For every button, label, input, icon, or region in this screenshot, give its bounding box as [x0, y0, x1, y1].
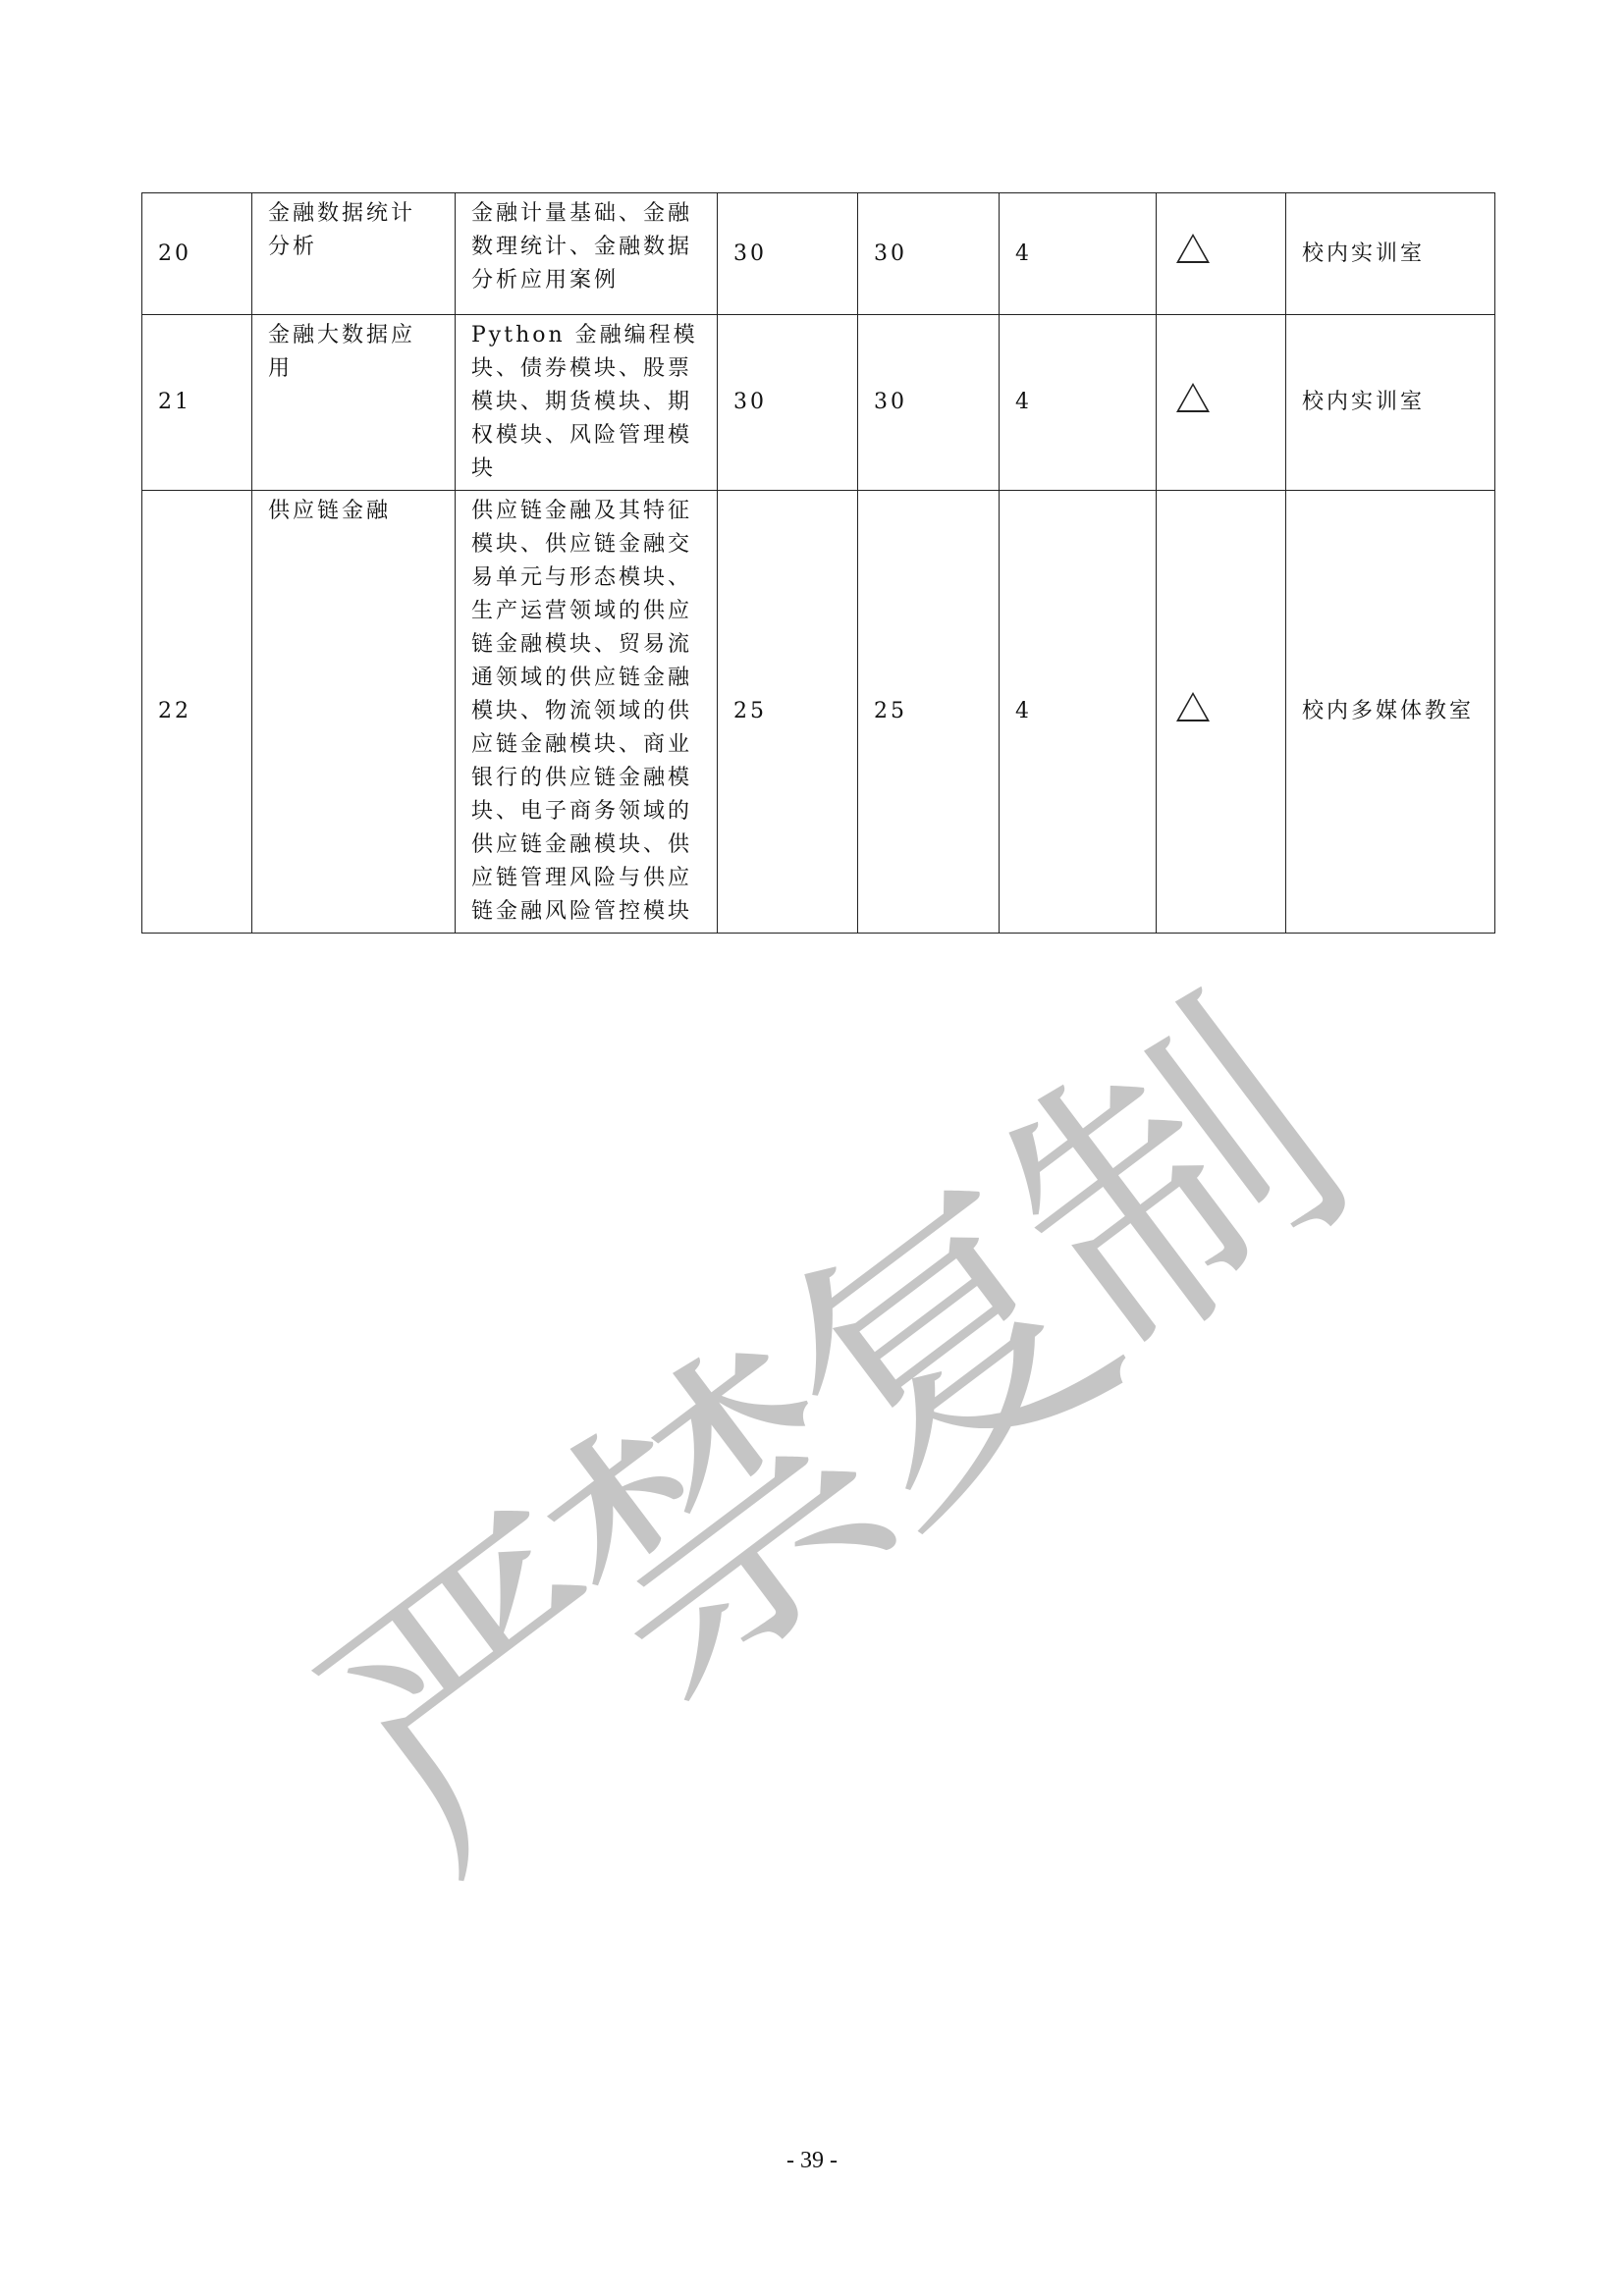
hours-b: 30 [858, 315, 1000, 491]
course-name: 供应链金融 [252, 491, 456, 934]
hours-a: 25 [718, 491, 858, 934]
semester: 4 [1000, 315, 1157, 491]
triangle-icon [1176, 383, 1210, 412]
watermark: 严禁复制 [267, 959, 1390, 1929]
course-content: 金融计量基础、金融数理统计、金融数据分析应用案例 [456, 193, 718, 315]
row-number: 21 [142, 315, 252, 491]
hours-b: 30 [858, 193, 1000, 315]
course-content: 供应链金融及其特征模块、供应链金融交易单元与形态模块、生产运营领域的供应链金融模块、贸易流通领域的供应链金融模块、物流领域的供应链金融模块、商业银行的供应链金融模块、电子商务领域的供应链金融模块、供应链管理风险与供应链金融风险管控模块 [456, 491, 718, 934]
course-name: 金融数据统计分析 [252, 193, 456, 315]
semester: 4 [1000, 491, 1157, 934]
table-row [142, 491, 1495, 934]
mark-cell [1157, 193, 1286, 315]
mark-cell [1157, 315, 1286, 491]
location: 校内多媒体教室 [1286, 491, 1495, 934]
location: 校内实训室 [1286, 193, 1495, 315]
table-row [142, 193, 1495, 315]
course-name: 金融大数据应用 [252, 315, 456, 491]
table-row [142, 315, 1495, 491]
hours-a: 30 [718, 315, 858, 491]
page-number: - 39 - [786, 2148, 838, 2173]
triangle-icon [1176, 234, 1210, 263]
course-table [141, 192, 1495, 934]
row-number: 22 [142, 491, 252, 934]
course-content: Python 金融编程模块、债券模块、股票模块、期货模块、期权模块、风险管理模块 [456, 315, 718, 491]
location: 校内实训室 [1286, 315, 1495, 491]
triangle-icon [1176, 692, 1210, 721]
hours-b: 25 [858, 491, 1000, 934]
row-number: 20 [142, 193, 252, 315]
mark-cell [1157, 491, 1286, 934]
semester: 4 [1000, 193, 1157, 315]
hours-a: 30 [718, 193, 858, 315]
